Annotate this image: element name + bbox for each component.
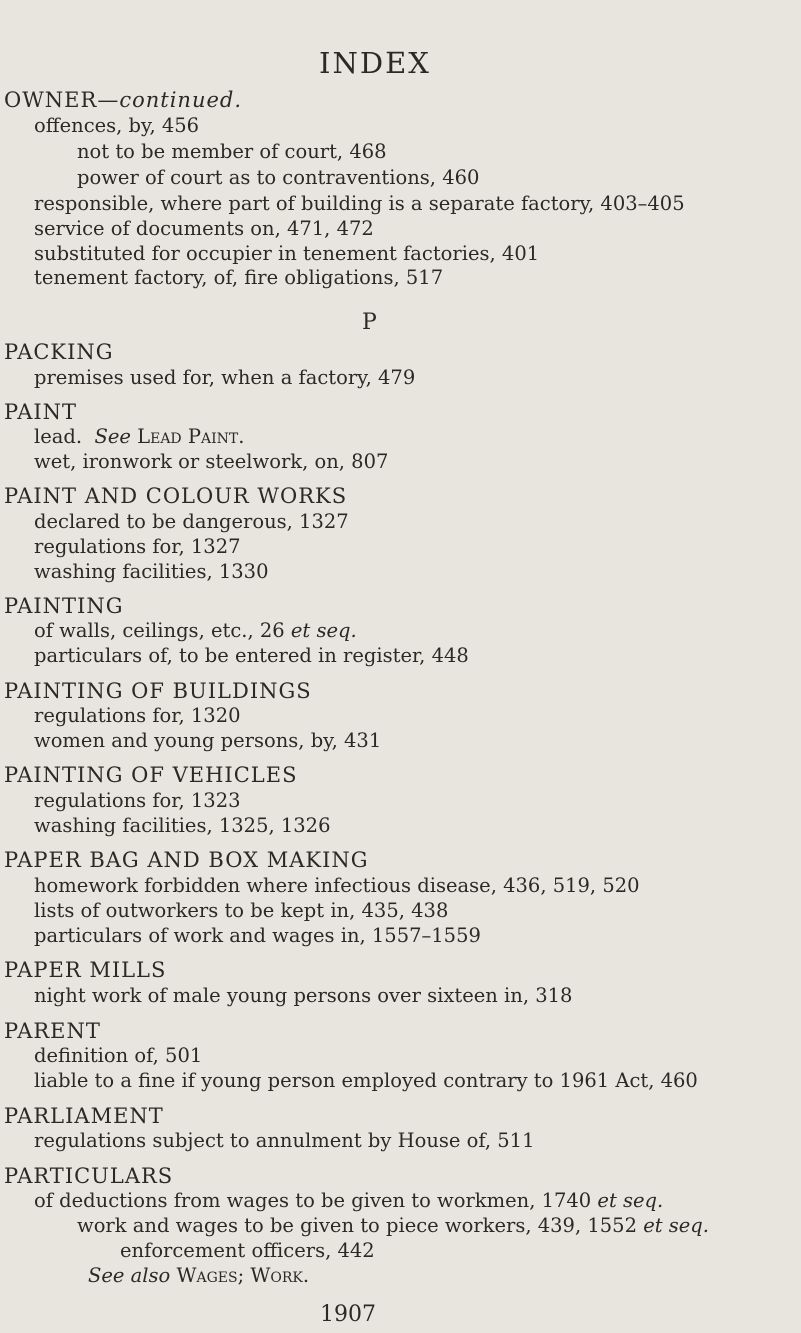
- subentry: power of court as to contraventions, 460: [77, 166, 480, 189]
- subentry: definition of, 501: [34, 1044, 203, 1067]
- subentry: particulars of, to be entered in register, 448: [34, 644, 469, 667]
- cross-reference: See also Wages; Work.: [88, 1264, 310, 1287]
- subentry: regulations for, 1320: [34, 704, 241, 727]
- subentry: particulars of work and wages in, 1557–1559: [34, 924, 481, 947]
- subentry: tenement factory, of, fire obligations, 517: [34, 266, 444, 289]
- subentry: lists of outworkers to be kept in, 435, 438: [34, 899, 449, 922]
- subentry: regulations for, 1323: [34, 789, 241, 812]
- entry-heading-painting-vehicles: PAINTING OF VEHICLES: [4, 763, 298, 787]
- subentry: substituted for occupier in tenement factories, 401: [34, 242, 540, 265]
- subentry-deductions: of deductions from wages to be given to workmen, 1740 et seq.: [34, 1189, 664, 1212]
- subentry: service of documents on, 471, 472: [34, 217, 374, 240]
- entry-heading-parent: PARENT: [4, 1019, 101, 1043]
- page-title: INDEX: [319, 46, 431, 80]
- subentry: declared to be dangerous, 1327: [34, 510, 349, 533]
- subentry-walls: of walls, ceilings, etc., 26 et seq.: [34, 619, 357, 642]
- entry-heading-parliament: PARLIAMENT: [4, 1104, 164, 1128]
- subentry: wet, ironwork or steelwork, on, 807: [34, 450, 389, 473]
- page-number: 1907: [320, 1302, 376, 1327]
- entry-heading-paint: PAINT: [4, 400, 78, 424]
- entry-heading-owner: OWNER—continued.: [4, 88, 243, 112]
- subentry: washing facilities, 1325, 1326: [34, 814, 331, 837]
- subentry: women and young persons, by, 431: [34, 729, 382, 752]
- entry-heading-paint-colour: PAINT AND COLOUR WORKS: [4, 484, 348, 508]
- entry-heading-paper-mills: PAPER MILLS: [4, 958, 167, 982]
- entry-heading-painting-buildings: PAINTING OF BUILDINGS: [4, 679, 312, 703]
- subentry: homework forbidden where infectious disease, 436, 519, 520: [34, 874, 640, 897]
- subentry: regulations subject to annulment by House of, 511: [34, 1129, 535, 1152]
- subentry: enforcement officers, 442: [120, 1239, 375, 1262]
- entry-heading-packing: PACKING: [4, 340, 114, 364]
- subentry: offences, by, 456: [34, 114, 200, 137]
- subentry: washing facilities, 1330: [34, 560, 269, 583]
- subentry: liable to a fine if young person employed contrary to 1961 Act, 460: [34, 1069, 698, 1092]
- subentry: responsible, where part of building is a separate factory, 403–405: [34, 192, 685, 215]
- entry-heading-painting: PAINTING: [4, 594, 124, 618]
- subentry: regulations for, 1327: [34, 535, 241, 558]
- subentry: premises used for, when a factory, 479: [34, 366, 416, 389]
- section-letter: P: [362, 310, 377, 335]
- subentry: night work of male young persons over sixteen in, 318: [34, 984, 573, 1007]
- entry-heading-particulars: PARTICULARS: [4, 1164, 174, 1188]
- subentry: not to be member of court, 468: [77, 140, 387, 163]
- subentry-lead: lead. See Lead Paint.: [34, 425, 245, 448]
- subentry-work: work and wages to be given to piece workers, 439, 1552 et seq.: [77, 1214, 709, 1237]
- entry-heading-paper-bag: PAPER BAG AND BOX MAKING: [4, 848, 369, 872]
